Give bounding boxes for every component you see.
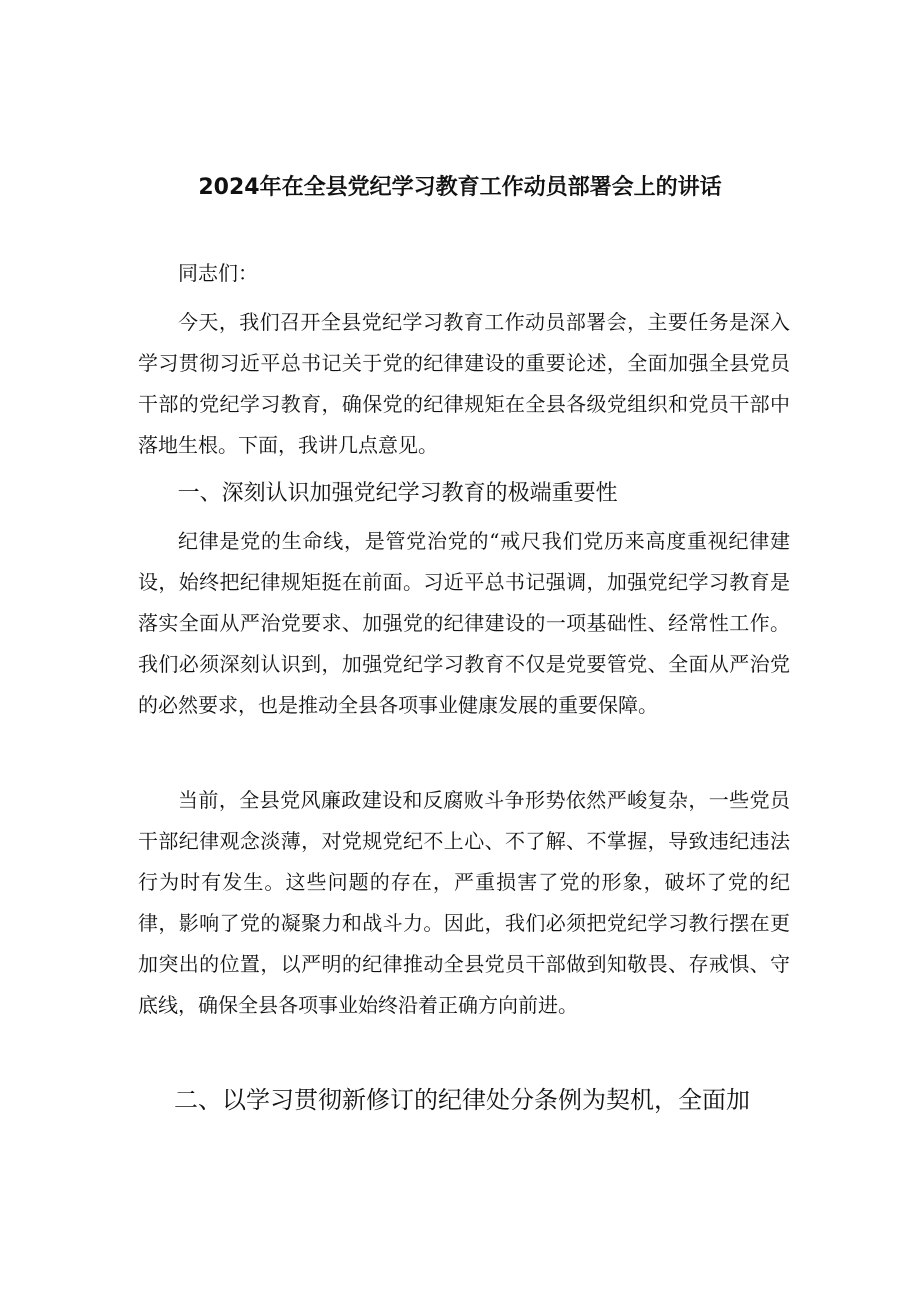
section-heading-1: 一、深刻认识加强党纪学习教育的极端重要性: [177, 481, 618, 506]
section-heading-2: 二、以学习贯彻新修订的纪律处分条例为契机，全面加: [174, 1086, 750, 1114]
salutation: 同志们：: [178, 261, 258, 285]
document-title: 2024年在全县党纪学习教育工作动员部署会上的讲话: [198, 175, 722, 200]
paragraph-discipline: 纪律是党的生命线，是管党治党的“戒尺我们党历来高度重视纪律建设，始终把纪律规矩挺在前面。习近平总书记强调，加强党纪学习教育是落实全面从严治党要求、加强党的纪律建设的一项基础性、经常性工作。我们必须深刻认识到，加强党纪学习教育不仅是党要管党、全面从严治党的必然要求，也是推动全县各项事业健康发展的重要保障。: [138, 529, 790, 717]
paragraph-intro: 今天，我们召开全县党纪学习教育工作动员部署会，主要任务是深入学习贯彻习近平总书记关于党的纪律建设的重要论述，全面加强全县党员干部的党纪学习教育，确保党的纪律规矩在全县各级党组织和党员干部中落地生根。下面，我讲几点意见。: [138, 310, 790, 457]
paragraph-current-situation: 当前，全县党风廉政建设和反腐败斗争形势依然严峻复杂，一些党员干部纪律观念淡薄，对党规党纪不上心、不了解、不掌握，导致违纪违法行为时有发生。这些问题的存在，严重损害了党的形象，破坏了党的纪律，影响了党的凝聚力和战斗力。因此，我们必须把党纪学习教行摆在更加突出的位置，以严明的纪律推动全县党员干部做到知敬畏、存戒惧、守底线，确保全县各项事业始终沿着正确方向前进。: [138, 788, 790, 1017]
